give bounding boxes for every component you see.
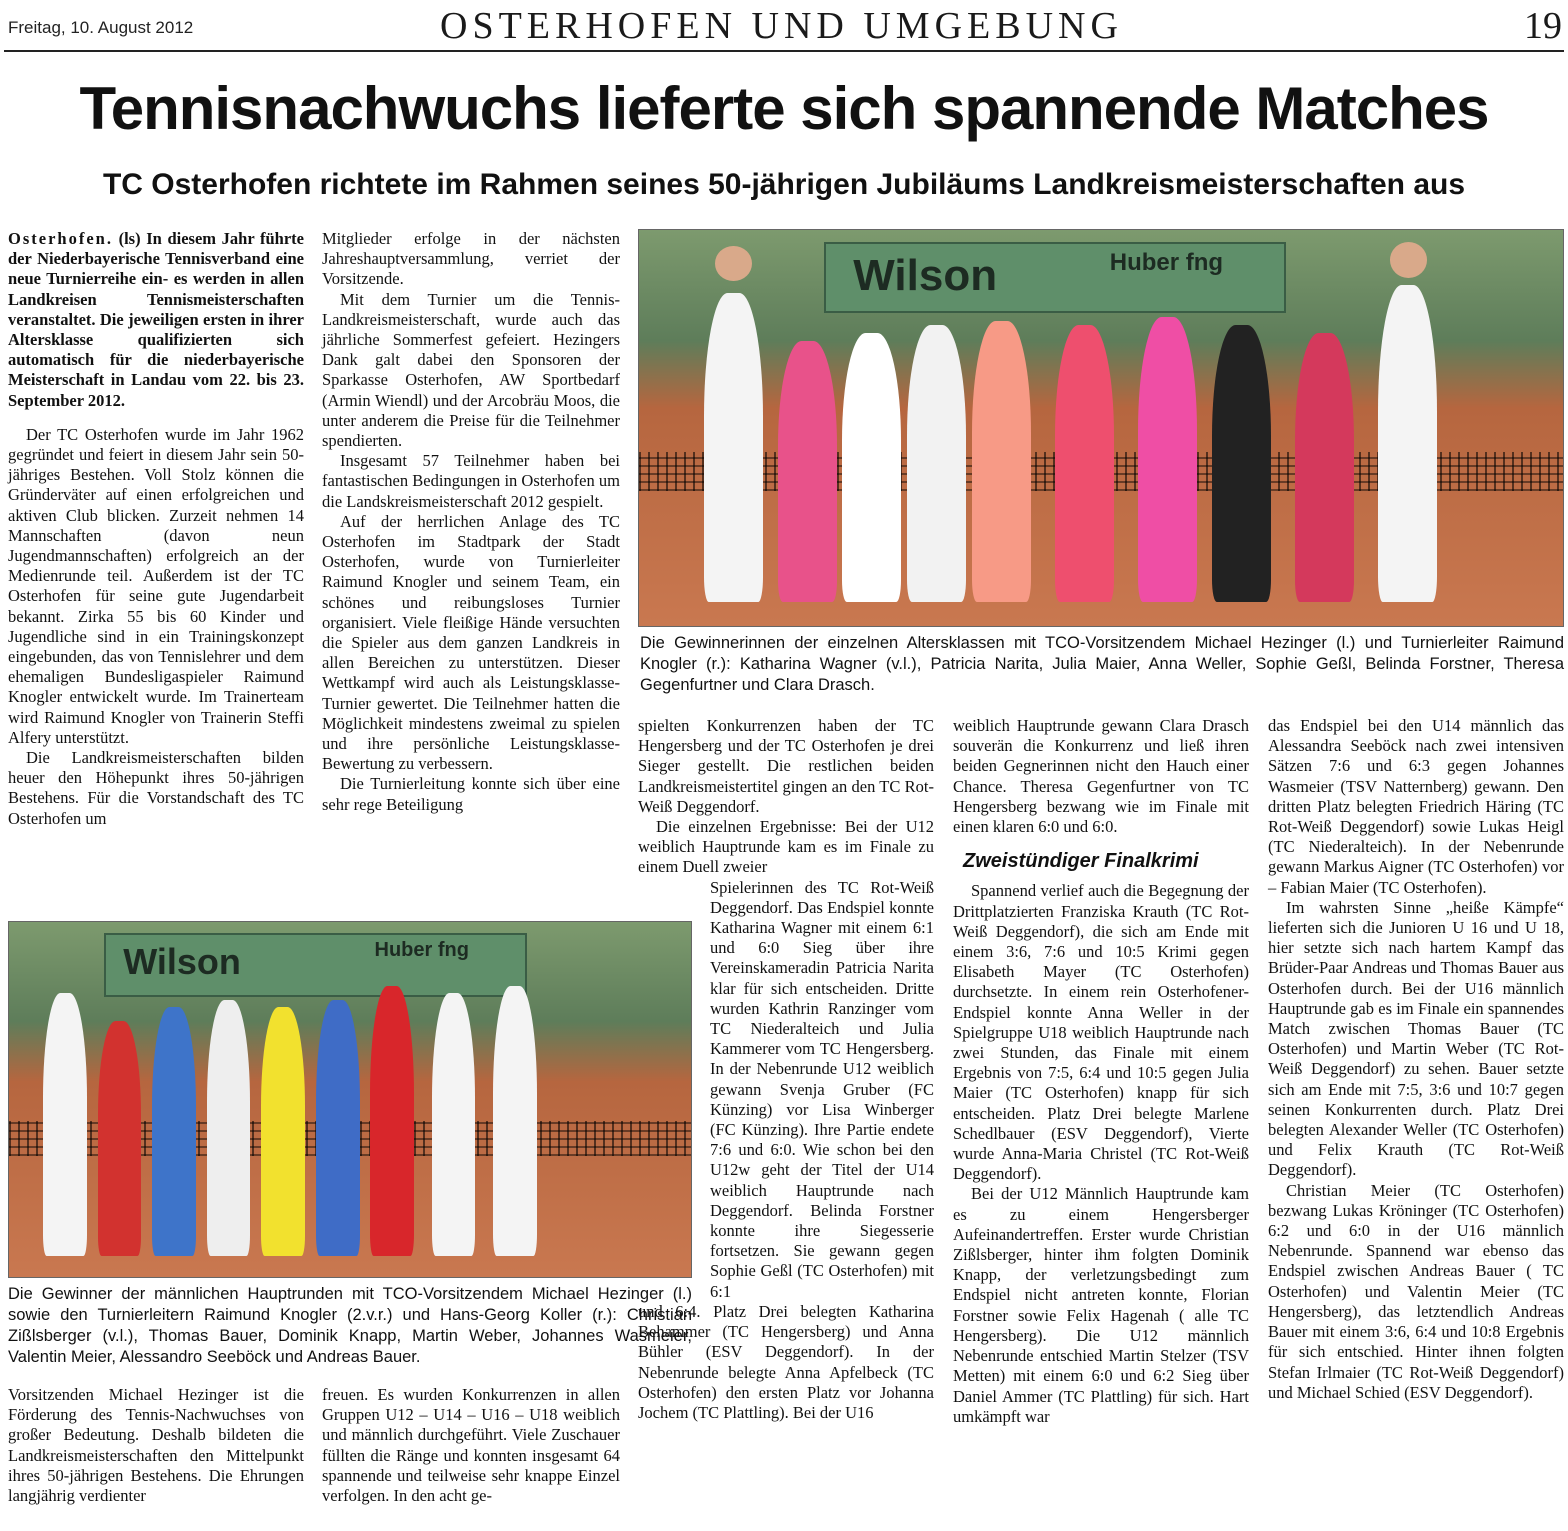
column-2-top (322, 229, 620, 815)
column-5 (1268, 716, 1564, 1403)
sponsor-banner (104, 933, 527, 997)
person-figure (972, 321, 1031, 602)
paragraph: Die Landkreismeisterschaften bilden heuer den Höhepunkt ihres 50-jährigen Bestehens. Für die Vorstandschaft des TC Osterhofen um (8, 748, 304, 828)
person-figure (432, 993, 476, 1256)
photo-male-winners-caption: Die Gewinner der männlichen Hauptrunden mit TCO-Vorsitzendem Michael Hezinger (l.) sowie den Turnierleitern Raimund Knogler (2.v.r.) und Hans-Georg Koller (r.): Christian Zißlsberger (v.l.), Thomas Bauer, Dominik Knapp, Martin Weber, Johannes Wasmeier, Valentin Meier, Alessandro Seeböck und Andreas Bauer. (8, 1285, 692, 1366)
banner-text: Wilson (853, 250, 998, 300)
column-4 (953, 716, 1249, 1427)
person-figure (316, 1000, 360, 1256)
article-headline: Tennisnachwuchs lieferte sich spannende Matches (79, 75, 1489, 142)
paragraph: Bei der U12 Männlich Hauptrunde kam es zu einem Hengersberger Aufeinandertreffen. Erster wurde Christian Zißlsberger, hinter ihm folgten Dominik Knapp, der verletzungsbedingt zum Endspiel nicht antreten konnte, Florian Forstner sowie Felix Hagenah ( alle TC Hengersberg). Die U12 männlich Nebenrunde entschied Martin Stelzer (TSV Metten) mit einem 6:0 und 6:2 Sieg über Daniel Ammer (TC Plattling) für sich. Hart umkämpft war (953, 1184, 1249, 1426)
paragraph: Insgesamt 57 Teilnehmer haben bei fantastischen Bedingungen in Osterhofen um die Landskreismeisterschaft 2012 gespielt. (322, 451, 620, 511)
person-figure (1212, 325, 1271, 602)
person-figure (98, 1021, 142, 1255)
person-figure (778, 341, 837, 602)
paragraph: Mit dem Turnier um die Tennis-Landkreismeisterschaft, wurde auch das jährliche Sommerfest gefeiert. Hezingers Dank galt dabei den Sponsoren der Sparkasse Osterhofen, AW Sportbedarf (Armin Wiendl) und der Arcobräu Moos, die unter anderem die Preise für die Teilnehmer spendierten. (322, 289, 620, 451)
dateline: Osterhofen. (8, 229, 113, 248)
person-figure (1378, 285, 1437, 602)
intro-text: (ls) In diesem Jahr führte der Niederbayerische Tennisverband eine neue Turnierreihe ein- es werden in allen Landkreisen Tennismeisterschaften veranstaltet. Die jeweiligen ersten in ihrer Altersklasse qualifizierten sich automatisch für die niederbayerische Meisterschaft in Landau vom 22. bis 23. September 2012. (8, 229, 305, 410)
issue-date: Freitag, 10. August 2012 (8, 18, 194, 37)
paragraph: Die Turnierleitung konnte sich über eine sehr rege Beteiligung (322, 774, 620, 814)
banner-text: Huber fng (374, 939, 469, 962)
sponsor-banner (824, 242, 1286, 313)
section-heading: Zweistündiger Finalkrimi (963, 850, 1199, 873)
paragraph: das Endspiel bei den U14 männlich das Alessandra Seeböck nach zwei intensiven Sätzen 7:6 und 6:3 gegen Johannes Wasmeier (TSV Natternberg) gewann. Den dritten Platz belegten Friedrich Häring (TC Rot-Weiß Deggendorf) sowie Lukas Heigl (TC Niederalteich). In der Nebenrunde gewann Markus Aigner (TC Osterhofen) vor – Fabian Maier (TC Osterhofen). (1268, 716, 1564, 897)
person-figure (207, 1000, 251, 1256)
paragraph: Der TC Osterhofen wurde im Jahr 1962 gegründet und feiert in diesem Jahr sein 50-jähriges Bestehen. Voll Stolz können die Gründerväter auf einen erfolgreichen und aktiven Club blicken. Zurzeit nehmen 14 Mannschaften (davon neun Jugendmannschaften) erfolgreich an der Medienrunde teil. Außerdem ist der TC Osterhofen für seine gute Jugendarbeit bekannt. Zirka 55 bis 60 Kinder und Jugendliche sind in ein Trainingskonzept eingebunden, das von Tennislehrer und dem ehemaligen Bundesligaspieler Raimund Knogler entwickelt wurde. Im Trainerteam wird Raimund Knogler von Trainerin Steffi Alfery unterstützt. (8, 424, 304, 747)
person-head (715, 246, 752, 282)
person-figure (907, 325, 966, 602)
paragraph: Spannend verlief auch die Begegnung der Drittplatzierten Franziska Krauth (TC Rot-Weiß Deggendorf), die sich am Ende mit einem 3:6, 7:6 und 10:5 Krimi gegen Elisabeth Mayer (TC Osterhofen) durchsetzte. In einem rein Osterhofener-Endspiel konnte Anna Weller in der Spielgruppe U18 weiblich Hauptrunde nach zwei Stunden, das Finale mit einem Ergebnis von 7:5, 6:4 und 10:5 gegen Julia Maier (TC Osterhofen) knapp für sich entscheiden. Platz Drei belegte Marlene Schedlbauer (ESV Deggendorf), Vierte wurde Anna-Maria Christel (TC Rot-Weiß Deggendorf). (953, 881, 1249, 1184)
person-figure (1138, 317, 1197, 602)
person-figure (842, 333, 901, 602)
article-subheadline: TC Osterhofen richtete im Rahmen seines 50-jährigen Jubiläums Landkreismeisterschaften aus (102, 168, 1466, 201)
paragraph: Spielerinnen des TC Rot-Weiß Deggendorf. Das Endspiel konnte Katharina Wagner mit einem 6:1 und 6:0 Sieg über ihre Vereinskameradin Patricia Narita klar für sich entscheiden. Dritte wurden Kathrin Ranzinger vom TC Niederalteich und Julia Kammerer vom TC Hengersberg. In der Nebenrunde U12 weiblich gewann Svenja Gruber (FC Künzing) vor Lisa Winberger (FC Künzing). Ihre Partie endete 7:6 und 6:0. Wie schon bei den U12w geht der Titel der U14 weiblich Hauptrunde nach Deggendorf. Belinda Forstner konnte ihre Siegesserie fortsetzen. Sie gewann gegen Sophie Geßl (TC Osterhofen) mit 6:1 (710, 877, 934, 1301)
person-figure (261, 1007, 305, 1256)
banner-text: Huber fng (1109, 249, 1224, 277)
intro-paragraph (8, 229, 304, 411)
paragraph: Mitglieder erfolge in der nächsten Jahreshauptversammlung, verriet der Vorsitzende. (322, 229, 620, 289)
banner-text: Wilson (123, 940, 241, 982)
person-figure (1295, 333, 1354, 602)
photo-female-winners-caption: Die Gewinnerinnen der einzelnen Altersklassen mit TCO-Vorsitzendem Michael Hezinger (l.) und Turnierleiter Raimund Knogler (r.): Katharina Wagner (v.l.), Patricia Narita, Julia Maier, Anna Weller, Sophie Geßl, Belinda Forstner, Theresa Gegenfurtner und Clara Drasch. (640, 634, 1564, 694)
paragraph: weiblich Hauptrunde gewann Clara Drasch souverän die Konkurrenz und ließ ihren beiden Gegnerinnen nicht den Hauch einer Chance. Theresa Gegenfurtner von TC Hengersberg bezwang wie im Finale mit einen klaren 6:0 und 6:0. (953, 716, 1249, 837)
paragraph: freuen. Es wurden Konkurrenzen in allen Gruppen U12 – U14 – U16 – U18 weiblich und männlich durchgeführt. Viele Zuschauer füllten die Ränge und konnten insgesamt 64 spannende und teilweise sehr knappe Einzel verfolgen. In den acht ge- (322, 1385, 620, 1506)
person-figure (43, 993, 87, 1256)
person-figure (370, 986, 414, 1256)
person-figure (704, 293, 763, 602)
person-figure (493, 986, 537, 1256)
person-figure (152, 1007, 196, 1256)
page-number: 19 (1524, 5, 1562, 47)
person-figure (1055, 325, 1114, 602)
paragraph: Die einzelnen Ergebnisse: Bei der U12 weiblich Hauptrunde kam es im Finale zu einem Duell zweier (638, 817, 934, 877)
person-head (1390, 242, 1427, 278)
header-rule (4, 50, 1564, 52)
photo-female-winners (638, 229, 1564, 627)
column-2-bottom (322, 1385, 620, 1506)
paragraph: Christian Meier (TC Osterhofen) bezwang Lukas Kröninger (TC Osterhofen) 6:2 und 6:0 in der U16 männlich Nebenrunde. Spannend war ebenso das Endspiel zwischen Andreas Bauer ( TC Osterhofen) und Valentin Meier (TC Hengersberg), das letztendlich Andreas Bauer mit einem 3:6, 6:4 und 10:8 Ergebnis für sich entschied. Hinter ihnen folgten Stefan Irlmaier (TC Rot-Weiß Deggendorf) und Michael Schied (ESV Deggendorf). (1268, 1180, 1564, 1402)
column-1-bottom (8, 1385, 304, 1506)
paragraph: spielten Konkurrenzen haben der TC Hengersberg und der TC Osterhofen je drei Sieger gestellt. Die restlichen beiden Landkreismeistertitel gingen an den TC Rot-Weiß Deggendorf. (638, 716, 934, 816)
photo-male-winners (8, 921, 692, 1278)
section-title: OSTERHOFEN UND UMGEBUNG (440, 5, 1123, 47)
paragraph: und 6:4. Platz Drei belegten Katharina Behammer (TC Hengersberg) und Anna Bühler (ESV Deggendorf). In der Nebenrunde belegte Anna Apfelbeck (TC Osterhofen) den ersten Platz vor Johanna Jochem (TC Plattling). Bei der U16 (638, 1301, 934, 1422)
paragraph: Im wahrsten Sinne „heiße Kämpfe“ lieferten sich die Junioren U 16 und U 18, hier setzte sich nach hartem Kampf das Brüder-Paar Andreas und Thomas Bauer aus Osterhofen durch. Bei der U16 männlich Hauptrunde gab es im Finale ein spannendes Match zwischen Thomas Bauer (TC Osterhofen) und Martin Weber (TC Rot-Weiß Deggendorf) zu sehen. Bauer setzte sich am Ende mit 7:5, 3:6 und 10:7 gegen seinen Konkurrenten durch. Platz Drei belegten Alexander Weller (TC Osterhofen) und Felix Krauth (TC Rot-Weiß Deggendorf). (1268, 897, 1564, 1180)
column-1-top (8, 229, 304, 829)
paragraph: Auf der herrlichen Anlage des TC Osterhofen im Stadtpark der Stadt Osterhofen, wurde von Turnierleiter Raimund Knogler und seinem Team, ein schönes und reibungsloses Turnier organisiert. Viele fleißige Hände versuchten die Spieler aus dem ganzen Landkreis in allen Bereichen zu unterstützen. Dieser Wettkampf wird auch als Leistungsklasse-Turnier gewertet. Die Teilnehmer hatten die Möglichkeit mindestens zweimal zu spielen und ihre persönliche Leistungsklasse-Bewertung zu verbessern. (322, 511, 620, 774)
paragraph: Vorsitzenden Michael Hezinger ist die Förderung des Tennis-Nachwuchses von großer Bedeutung. Deshalb bildeten die Landkreismeisterschaften den Mittelpunkt ihres 50-jährigen Bestehens. Die Ehrungen langjährig verdienter (8, 1385, 304, 1506)
